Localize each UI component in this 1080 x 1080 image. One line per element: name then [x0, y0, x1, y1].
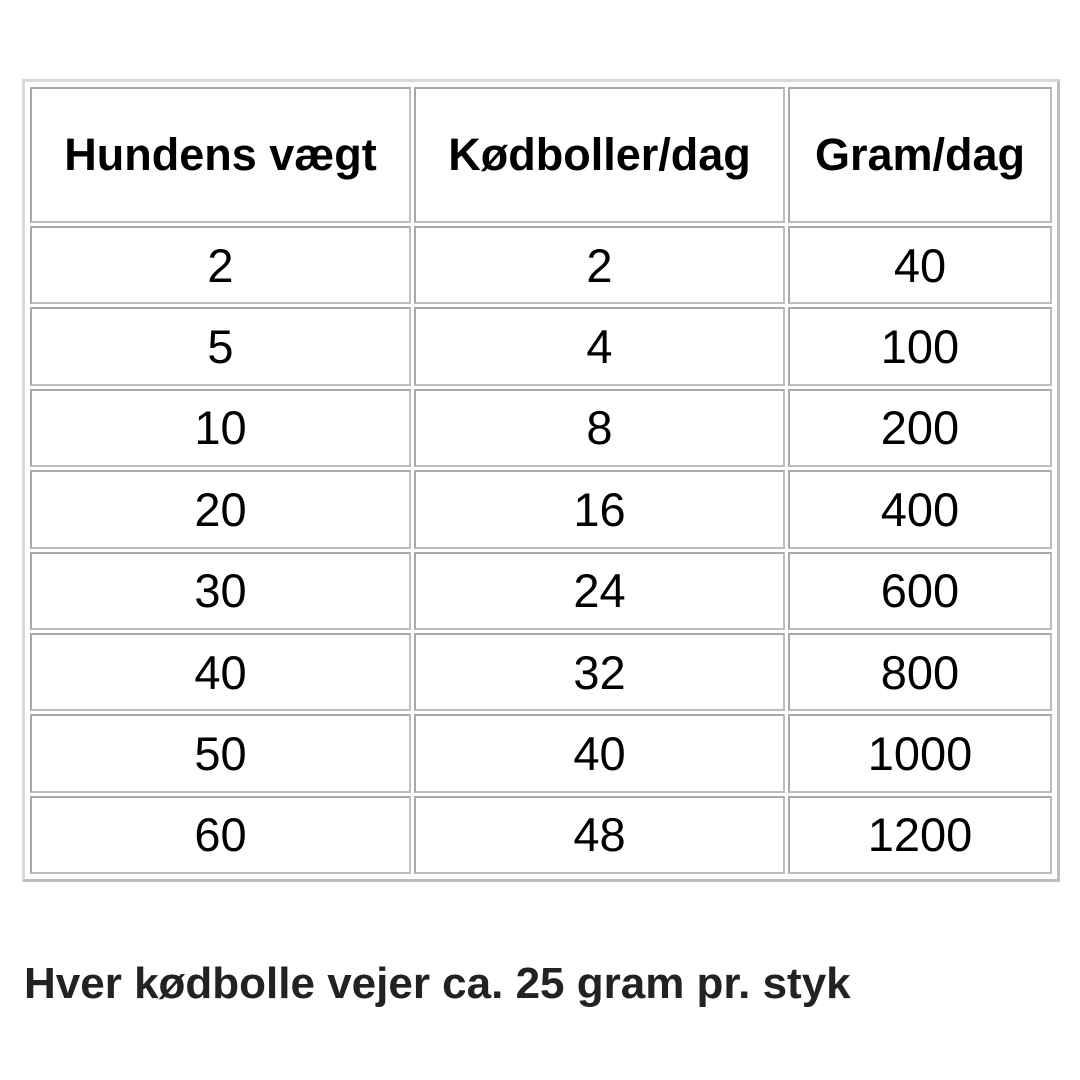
table-row: [30, 633, 1052, 711]
cell-dog-weight: 30: [30, 552, 411, 630]
cell-dog-weight: 50: [30, 714, 411, 792]
table-row: [30, 226, 1052, 304]
cell-meatballs-per-day: 16: [414, 470, 785, 548]
cell-meatballs-per-day: 2: [414, 226, 785, 304]
cell-grams-per-day: 100: [788, 307, 1052, 385]
cell-meatballs-per-day: 32: [414, 633, 785, 711]
table-row: [30, 796, 1052, 874]
table-row: [30, 552, 1052, 630]
table-row: [30, 470, 1052, 548]
feeding-table: [27, 84, 1055, 877]
table-row: [30, 389, 1052, 467]
cell-dog-weight: 60: [30, 796, 411, 874]
feeding-table-container: [22, 79, 1060, 882]
cell-dog-weight: 20: [30, 470, 411, 548]
table-row: [30, 307, 1052, 385]
table-row: [30, 714, 1052, 792]
column-header-meatballs-per-day: Kødboller/dag: [414, 87, 785, 223]
cell-grams-per-day: 1200: [788, 796, 1052, 874]
cell-grams-per-day: 800: [788, 633, 1052, 711]
cell-dog-weight: 10: [30, 389, 411, 467]
column-header-dog-weight: Hundens vægt: [30, 87, 411, 223]
cell-dog-weight: 2: [30, 226, 411, 304]
cell-grams-per-day: 40: [788, 226, 1052, 304]
cell-meatballs-per-day: 4: [414, 307, 785, 385]
cell-meatballs-per-day: 40: [414, 714, 785, 792]
cell-grams-per-day: 600: [788, 552, 1052, 630]
cell-dog-weight: 5: [30, 307, 411, 385]
table-header-row: [30, 87, 1052, 223]
cell-meatballs-per-day: 48: [414, 796, 785, 874]
cell-grams-per-day: 1000: [788, 714, 1052, 792]
cell-grams-per-day: 200: [788, 389, 1052, 467]
column-header-grams-per-day: Gram/dag: [788, 87, 1052, 223]
meatball-weight-note: Hver kødbolle vejer ca. 25 gram pr. styk: [24, 959, 851, 1008]
cell-dog-weight: 40: [30, 633, 411, 711]
cell-grams-per-day: 400: [788, 470, 1052, 548]
cell-meatballs-per-day: 24: [414, 552, 785, 630]
cell-meatballs-per-day: 8: [414, 389, 785, 467]
